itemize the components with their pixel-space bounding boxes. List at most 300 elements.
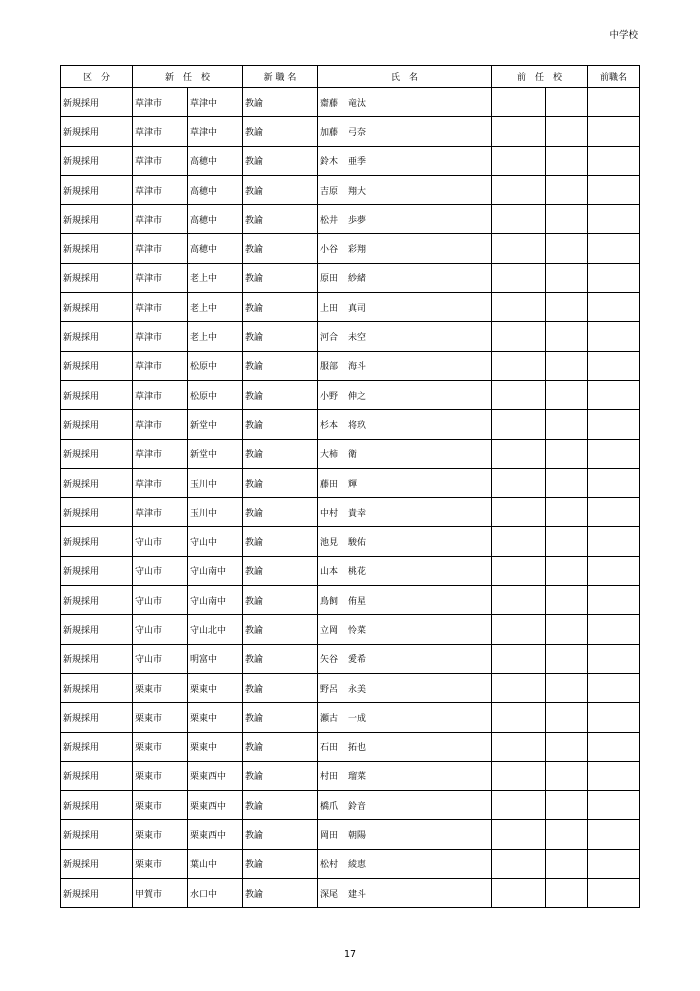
cell-school: 守山中 (188, 527, 243, 556)
cell-name (318, 586, 492, 615)
cell-category: 新規採用 (61, 732, 133, 761)
cell-title: 教諭 (243, 849, 318, 878)
cell-city: 甲賀市 (133, 879, 188, 908)
cell-previous-city (492, 761, 546, 790)
cell-previous-title (588, 527, 640, 556)
cell-title: 教諭 (243, 879, 318, 908)
cell-previous-city (492, 88, 546, 117)
cell-school: 葉山中 (188, 849, 243, 878)
cell-city: 栗東市 (133, 732, 188, 761)
given-name: 拓也 (348, 743, 367, 754)
cell-title: 教諭 (243, 820, 318, 849)
surname: 中村 (320, 508, 339, 519)
cell-previous-city (492, 849, 546, 878)
cell-title: 教諭 (243, 586, 318, 615)
cell-city: 栗東市 (133, 703, 188, 732)
cell-name (318, 644, 492, 673)
cell-category: 新規採用 (61, 703, 133, 732)
cell-previous-city (492, 586, 546, 615)
given-name: 紗緒 (348, 274, 367, 285)
cell-previous-title (588, 234, 640, 263)
cell-previous-school (546, 556, 588, 585)
cell-category: 新規採用 (61, 615, 133, 644)
surname: 村田 (320, 772, 339, 783)
cell-city: 草津市 (133, 205, 188, 234)
cell-school: 栗東中 (188, 732, 243, 761)
cell-title: 教諭 (243, 556, 318, 585)
cell-previous-city (492, 351, 546, 380)
given-name: 歩夢 (348, 215, 367, 226)
cell-previous-city (492, 468, 546, 497)
cell-title: 教諭 (243, 410, 318, 439)
cell-category: 新規採用 (61, 234, 133, 263)
cell-school: 栗東西中 (188, 820, 243, 849)
cell-name (318, 673, 492, 702)
cell-previous-city (492, 879, 546, 908)
surname: 岡田 (320, 831, 339, 842)
cell-school: 老上中 (188, 322, 243, 351)
cell-previous-school (546, 351, 588, 380)
cell-previous-school (546, 498, 588, 527)
cell-school: 栗東西中 (188, 761, 243, 790)
cell-previous-city (492, 556, 546, 585)
cell-previous-city (492, 234, 546, 263)
surname: 吉原 (320, 186, 339, 197)
cell-name (318, 439, 492, 468)
cell-school: 玉川中 (188, 498, 243, 527)
surname: 山本 (320, 567, 339, 578)
cell-previous-school (546, 88, 588, 117)
cell-city: 草津市 (133, 439, 188, 468)
cell-previous-title (588, 205, 640, 234)
cell-previous-title (588, 556, 640, 585)
cell-city: 草津市 (133, 175, 188, 204)
cell-name (318, 234, 492, 263)
surname: 立岡 (320, 625, 339, 636)
cell-previous-school (546, 673, 588, 702)
cell-previous-city (492, 498, 546, 527)
table-row (61, 673, 640, 702)
cell-school: 老上中 (188, 263, 243, 292)
cell-title: 教諭 (243, 234, 318, 263)
cell-previous-title (588, 117, 640, 146)
cell-title: 教諭 (243, 644, 318, 673)
cell-previous-school (546, 293, 588, 322)
given-name: 朝陽 (348, 831, 367, 842)
surname: 橋爪 (320, 801, 339, 812)
given-name: 桃花 (348, 567, 367, 578)
cell-previous-school (546, 117, 588, 146)
given-name: 亜季 (348, 157, 367, 168)
cell-city: 守山市 (133, 586, 188, 615)
table-row (61, 879, 640, 908)
table-row (61, 703, 640, 732)
given-name: 海斗 (348, 362, 367, 373)
cell-title: 教諭 (243, 380, 318, 409)
cell-title: 教諭 (243, 88, 318, 117)
cell-previous-city (492, 380, 546, 409)
table-row (61, 439, 640, 468)
cell-name (318, 703, 492, 732)
cell-name (318, 556, 492, 585)
cell-title: 教諭 (243, 791, 318, 820)
surname: 松井 (320, 215, 339, 226)
cell-name (318, 175, 492, 204)
cell-category: 新規採用 (61, 88, 133, 117)
table-row (61, 761, 640, 790)
surname: 矢谷 (320, 655, 339, 666)
surname: 石田 (320, 743, 339, 754)
cell-city: 草津市 (133, 234, 188, 263)
table-row (61, 293, 640, 322)
cell-school: 守山南中 (188, 586, 243, 615)
cell-category: 新規採用 (61, 761, 133, 790)
cell-category: 新規採用 (61, 293, 133, 322)
cell-previous-title (588, 791, 640, 820)
cell-previous-title (588, 703, 640, 732)
table-row (61, 410, 640, 439)
cell-previous-city (492, 644, 546, 673)
cell-title: 教諭 (243, 761, 318, 790)
cell-school: 松原中 (188, 380, 243, 409)
cell-city: 草津市 (133, 410, 188, 439)
cell-previous-title (588, 879, 640, 908)
cell-city: 草津市 (133, 146, 188, 175)
cell-name (318, 263, 492, 292)
cell-school: 新堂中 (188, 410, 243, 439)
cell-category: 新規採用 (61, 644, 133, 673)
given-name: 愛希 (348, 655, 367, 666)
cell-previous-title (588, 439, 640, 468)
cell-previous-title (588, 175, 640, 204)
cell-school: 守山北中 (188, 615, 243, 644)
cell-previous-school (546, 820, 588, 849)
cell-previous-title (588, 263, 640, 292)
cell-category: 新規採用 (61, 556, 133, 585)
surname: 小野 (320, 391, 339, 402)
surname: 上田 (320, 303, 339, 314)
cell-previous-city (492, 293, 546, 322)
cell-school: 玉川中 (188, 468, 243, 497)
cell-name (318, 761, 492, 790)
cell-school: 高穂中 (188, 234, 243, 263)
cell-name (318, 117, 492, 146)
given-name: 綾恵 (348, 860, 367, 871)
cell-name (318, 205, 492, 234)
table-row (61, 527, 640, 556)
cell-school: 松原中 (188, 351, 243, 380)
cell-category: 新規採用 (61, 351, 133, 380)
cell-title: 教諭 (243, 322, 318, 351)
cell-category: 新規採用 (61, 380, 133, 409)
cell-previous-title (588, 615, 640, 644)
cell-city: 草津市 (133, 88, 188, 117)
cell-previous-city (492, 263, 546, 292)
surname: 鳥飼 (320, 596, 339, 607)
table-row (61, 498, 640, 527)
surname: 野呂 (320, 684, 339, 695)
cell-city: 守山市 (133, 527, 188, 556)
cell-category: 新規採用 (61, 263, 133, 292)
given-name: 衛 (348, 450, 358, 461)
table-row (61, 468, 640, 497)
surname: 齋藤 (320, 98, 339, 109)
header-new-title: 新 職 名 (243, 66, 318, 88)
surname: 瀬古 (320, 713, 339, 724)
cell-previous-city (492, 673, 546, 702)
cell-previous-title (588, 849, 640, 878)
cell-previous-title (588, 820, 640, 849)
cell-previous-title (588, 88, 640, 117)
cell-previous-city (492, 703, 546, 732)
cell-city: 守山市 (133, 615, 188, 644)
cell-title: 教諭 (243, 205, 318, 234)
cell-city: 栗東市 (133, 849, 188, 878)
cell-name (318, 849, 492, 878)
cell-previous-city (492, 615, 546, 644)
cell-previous-title (588, 468, 640, 497)
cell-category: 新規採用 (61, 673, 133, 702)
cell-city: 草津市 (133, 380, 188, 409)
header-new-post: 新 任 校 (133, 66, 243, 88)
cell-previous-school (546, 527, 588, 556)
cell-title: 教諭 (243, 175, 318, 204)
cell-previous-school (546, 732, 588, 761)
cell-city: 栗東市 (133, 673, 188, 702)
cell-previous-title (588, 586, 640, 615)
given-name: 翔大 (348, 186, 367, 197)
given-name: 竜汰 (348, 98, 367, 109)
cell-category: 新規採用 (61, 498, 133, 527)
cell-category: 新規採用 (61, 468, 133, 497)
table-row (61, 732, 640, 761)
cell-name (318, 322, 492, 351)
table-row (61, 351, 640, 380)
cell-city: 守山市 (133, 556, 188, 585)
given-name: 建斗 (348, 889, 367, 900)
cell-previous-city (492, 791, 546, 820)
cell-previous-school (546, 468, 588, 497)
cell-city: 草津市 (133, 117, 188, 146)
cell-previous-city (492, 175, 546, 204)
cell-city: 草津市 (133, 293, 188, 322)
cell-title: 教諭 (243, 439, 318, 468)
cell-category: 新規採用 (61, 439, 133, 468)
table-row (61, 234, 640, 263)
cell-name (318, 380, 492, 409)
cell-school: 新堂中 (188, 439, 243, 468)
cell-category: 新規採用 (61, 175, 133, 204)
cell-school: 草津中 (188, 117, 243, 146)
cell-city: 栗東市 (133, 791, 188, 820)
cell-previous-city (492, 322, 546, 351)
cell-category: 新規採用 (61, 586, 133, 615)
cell-city: 草津市 (133, 351, 188, 380)
cell-previous-city (492, 117, 546, 146)
surname: 深尾 (320, 889, 339, 900)
cell-previous-school (546, 644, 588, 673)
cell-name (318, 527, 492, 556)
cell-previous-school (546, 410, 588, 439)
cell-title: 教諭 (243, 117, 318, 146)
cell-name (318, 732, 492, 761)
cell-school: 守山南中 (188, 556, 243, 585)
given-name: 弓奈 (348, 127, 367, 138)
cell-category: 新規採用 (61, 205, 133, 234)
cell-name (318, 351, 492, 380)
given-name: 伸之 (348, 391, 367, 402)
given-name: 怜菜 (348, 625, 367, 636)
cell-previous-title (588, 322, 640, 351)
table-row (61, 615, 640, 644)
table-header-row (61, 66, 640, 88)
cell-previous-school (546, 234, 588, 263)
cell-city: 栗東市 (133, 761, 188, 790)
cell-previous-city (492, 205, 546, 234)
surname: 加藤 (320, 127, 339, 138)
cell-previous-city (492, 410, 546, 439)
cell-previous-title (588, 644, 640, 673)
given-name: 侑星 (348, 596, 367, 607)
given-name: 駿佑 (348, 538, 367, 549)
cell-name (318, 791, 492, 820)
cell-title: 教諭 (243, 293, 318, 322)
table-row (61, 175, 640, 204)
cell-previous-school (546, 380, 588, 409)
cell-school: 高穂中 (188, 175, 243, 204)
table-row (61, 146, 640, 175)
header-name: 氏 名 (318, 66, 492, 88)
cell-name (318, 88, 492, 117)
cell-previous-title (588, 380, 640, 409)
table-row (61, 556, 640, 585)
school-type-label: 中学校 (609, 30, 638, 41)
cell-category: 新規採用 (61, 117, 133, 146)
cell-category: 新規採用 (61, 879, 133, 908)
cell-previous-title (588, 146, 640, 175)
cell-title: 教諭 (243, 527, 318, 556)
table-row (61, 791, 640, 820)
cell-school: 高穂中 (188, 146, 243, 175)
table-row (61, 88, 640, 117)
table-row (61, 117, 640, 146)
cell-title: 教諭 (243, 703, 318, 732)
table-body (61, 88, 640, 908)
cell-previous-title (588, 293, 640, 322)
cell-category: 新規採用 (61, 410, 133, 439)
cell-school: 明富中 (188, 644, 243, 673)
header-previous-post: 前 任 校 (492, 66, 588, 88)
cell-city: 栗東市 (133, 820, 188, 849)
surname: 松村 (320, 860, 339, 871)
table-row (61, 820, 640, 849)
cell-previous-school (546, 615, 588, 644)
cell-school: 水口中 (188, 879, 243, 908)
cell-title: 教諭 (243, 146, 318, 175)
cell-category: 新規採用 (61, 791, 133, 820)
cell-name (318, 293, 492, 322)
cell-school: 栗東中 (188, 703, 243, 732)
cell-previous-school (546, 175, 588, 204)
given-name: 将玖 (348, 420, 367, 431)
cell-city: 草津市 (133, 468, 188, 497)
cell-name (318, 615, 492, 644)
table-row (61, 322, 640, 351)
cell-name (318, 820, 492, 849)
table-row (61, 586, 640, 615)
cell-previous-title (588, 498, 640, 527)
cell-previous-school (546, 879, 588, 908)
given-name: 彩翔 (348, 245, 367, 256)
cell-name (318, 468, 492, 497)
cell-title: 教諭 (243, 498, 318, 527)
table-row (61, 380, 640, 409)
cell-school: 老上中 (188, 293, 243, 322)
cell-category: 新規採用 (61, 849, 133, 878)
table-row (61, 263, 640, 292)
cell-school: 高穂中 (188, 205, 243, 234)
cell-previous-school (546, 761, 588, 790)
surname: 小谷 (320, 245, 339, 256)
cell-previous-school (546, 205, 588, 234)
given-name: 未空 (348, 333, 367, 344)
cell-title: 教諭 (243, 263, 318, 292)
cell-name (318, 498, 492, 527)
personnel-table (60, 65, 640, 908)
cell-previous-title (588, 410, 640, 439)
cell-name (318, 879, 492, 908)
given-name: 真司 (348, 303, 367, 314)
given-name: 鈴音 (348, 801, 367, 812)
cell-previous-title (588, 351, 640, 380)
cell-city: 草津市 (133, 263, 188, 292)
header-category: 区 分 (61, 66, 133, 88)
surname: 杉本 (320, 420, 339, 431)
cell-category: 新規採用 (61, 820, 133, 849)
given-name: 瑠菜 (348, 772, 367, 783)
cell-school: 草津中 (188, 88, 243, 117)
given-name: 永美 (348, 684, 367, 695)
cell-city: 守山市 (133, 644, 188, 673)
cell-school: 栗東中 (188, 673, 243, 702)
cell-previous-school (546, 849, 588, 878)
cell-school: 栗東西中 (188, 791, 243, 820)
cell-previous-school (546, 439, 588, 468)
surname: 原田 (320, 274, 339, 285)
cell-title: 教諭 (243, 732, 318, 761)
cell-previous-school (546, 586, 588, 615)
table-row (61, 205, 640, 234)
surname: 藤田 (320, 479, 339, 490)
cell-previous-title (588, 673, 640, 702)
cell-previous-title (588, 732, 640, 761)
cell-name (318, 410, 492, 439)
cell-previous-school (546, 263, 588, 292)
cell-previous-city (492, 732, 546, 761)
cell-title: 教諭 (243, 468, 318, 497)
cell-name (318, 146, 492, 175)
cell-category: 新規採用 (61, 527, 133, 556)
cell-title: 教諭 (243, 615, 318, 644)
table-row (61, 849, 640, 878)
surname: 服部 (320, 362, 339, 373)
cell-title: 教諭 (243, 351, 318, 380)
surname: 大柿 (320, 450, 339, 461)
cell-previous-school (546, 791, 588, 820)
given-name: 貴幸 (348, 508, 367, 519)
surname: 鈴木 (320, 157, 339, 168)
cell-previous-school (546, 703, 588, 732)
